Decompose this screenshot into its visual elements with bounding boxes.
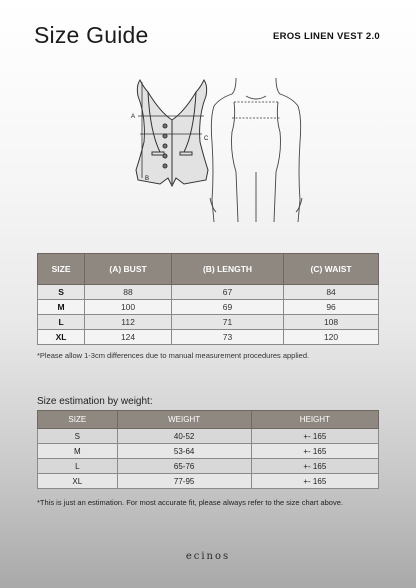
cell-length: 73 <box>171 330 283 345</box>
weight-section-title: Size estimation by weight: <box>37 396 153 407</box>
cell-height: +- 165 <box>251 474 378 489</box>
cell-height: +- 165 <box>251 459 378 474</box>
vest-sketch <box>136 80 208 186</box>
label-b: B <box>145 176 150 182</box>
table-row <box>38 285 379 300</box>
cell-length: 69 <box>171 300 283 315</box>
body-measure-lines <box>232 102 280 118</box>
weight-estimation-table <box>37 410 379 489</box>
table-row <box>38 330 379 345</box>
cell-height: +- 165 <box>251 429 378 444</box>
cell-weight: 77-95 <box>117 474 251 489</box>
cell-bust: 124 <box>85 330 172 345</box>
page-title: Size Guide <box>34 22 149 48</box>
table-row <box>38 429 379 444</box>
cell-length: 71 <box>171 315 283 330</box>
table-row <box>38 315 379 330</box>
cell-size: XL <box>38 474 118 489</box>
brand-logo: ecinos <box>185 551 231 562</box>
garment-illustration <box>0 72 416 232</box>
cell-waist: 84 <box>284 285 379 300</box>
cell-size: M <box>38 300 85 315</box>
label-c: C <box>204 136 209 142</box>
col-bust: (A) BUST <box>85 254 172 285</box>
cell-weight: 53-64 <box>117 444 251 459</box>
table-row <box>38 474 379 489</box>
table-row <box>38 459 379 474</box>
product-name: EROS LINEN VEST 2.0 <box>272 31 380 42</box>
cell-weight: 65-76 <box>117 459 251 474</box>
cell-waist: 96 <box>284 300 379 315</box>
cell-size: M <box>38 444 118 459</box>
col-size: SIZE <box>38 411 118 429</box>
cell-size: L <box>38 315 85 330</box>
cell-bust: 100 <box>85 300 172 315</box>
cell-bust: 112 <box>85 315 172 330</box>
cell-size: S <box>38 285 85 300</box>
col-length: (B) LENGTH <box>171 254 283 285</box>
table-row <box>38 300 379 315</box>
cell-waist: 108 <box>284 315 379 330</box>
cell-size: L <box>38 459 118 474</box>
cell-weight: 40-52 <box>117 429 251 444</box>
cell-size: S <box>38 429 118 444</box>
size-chart-table <box>37 253 379 345</box>
col-waist: (C) WAIST <box>284 254 379 285</box>
col-height: HEIGHT <box>251 411 378 429</box>
cell-waist: 120 <box>284 330 379 345</box>
label-a: A <box>131 114 136 120</box>
col-size: SIZE <box>38 254 85 285</box>
estimation-note: *This is just an estimation. For most accurate fit, please always refer to the size chart above. <box>37 498 343 507</box>
measurement-note: *Please allow 1-3cm differences due to manual measurement procedures applied. <box>37 351 310 360</box>
col-weight: WEIGHT <box>117 411 251 429</box>
table-row <box>38 444 379 459</box>
body-figure <box>210 78 302 222</box>
cell-bust: 88 <box>85 285 172 300</box>
cell-size: XL <box>38 330 85 345</box>
cell-height: +- 165 <box>251 444 378 459</box>
cell-length: 67 <box>171 285 283 300</box>
